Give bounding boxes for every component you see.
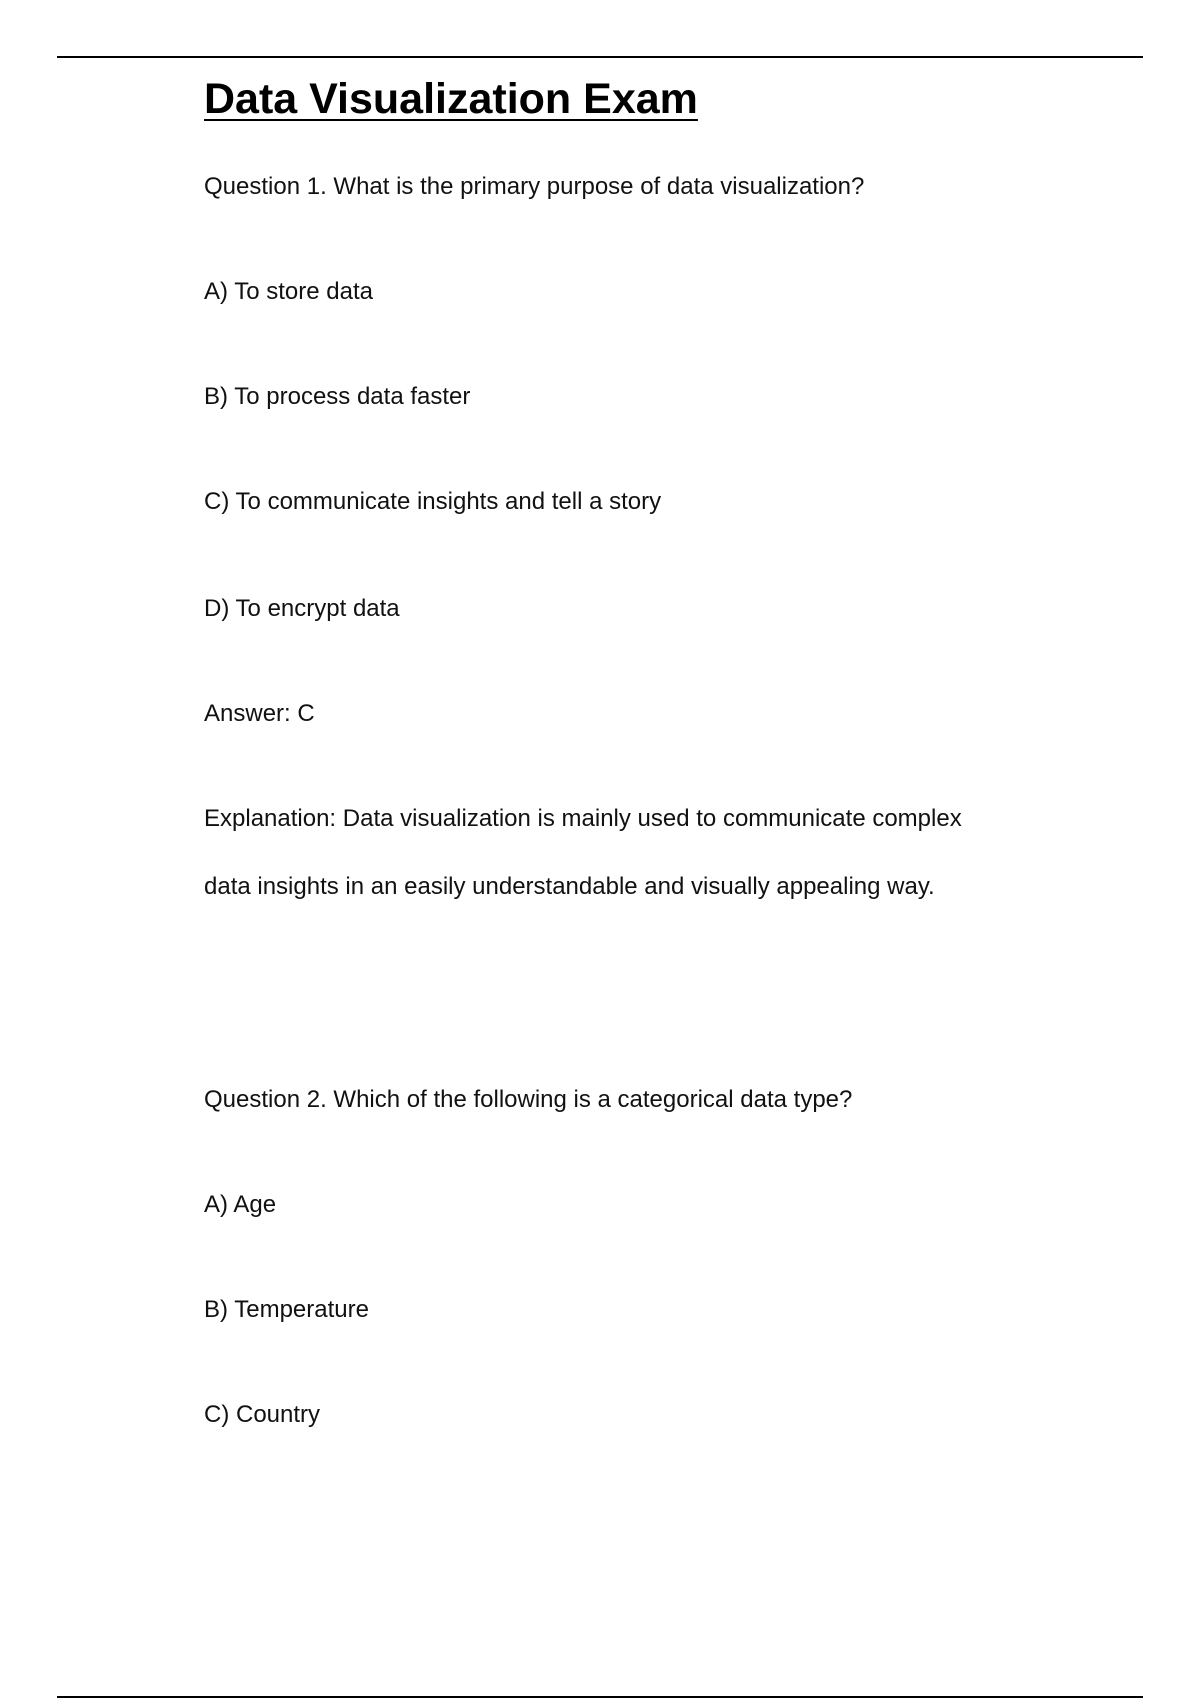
question-1-answer: Answer: C bbox=[204, 700, 315, 727]
question-1-explanation-line-1: Explanation: Data visualization is mainly used to communicate complex bbox=[204, 805, 962, 832]
question-1-option-c: C) To communicate insights and tell a story bbox=[204, 488, 662, 515]
question-1-explanation-line-2: data insights in an easily understandable and visually appealing way. bbox=[204, 873, 935, 900]
top-rule bbox=[57, 56, 1143, 58]
question-2-option-b: B) Temperature bbox=[204, 1296, 369, 1323]
question-1-option-d: D) To encrypt data bbox=[204, 595, 400, 622]
question-2-option-c: C) Country bbox=[204, 1401, 321, 1428]
page-title: Data Visualization Exam bbox=[204, 75, 698, 123]
question-1-option-b: B) To process data faster bbox=[204, 383, 471, 410]
bottom-rule bbox=[57, 1696, 1143, 1698]
question-2-prompt: Question 2. Which of the following is a categorical data type? bbox=[204, 1086, 853, 1113]
question-1-prompt: Question 1. What is the primary purpose of data visualization? bbox=[204, 173, 865, 200]
question-1-option-a: A) To store data bbox=[204, 278, 373, 305]
question-2-option-a: A) Age bbox=[204, 1191, 277, 1218]
